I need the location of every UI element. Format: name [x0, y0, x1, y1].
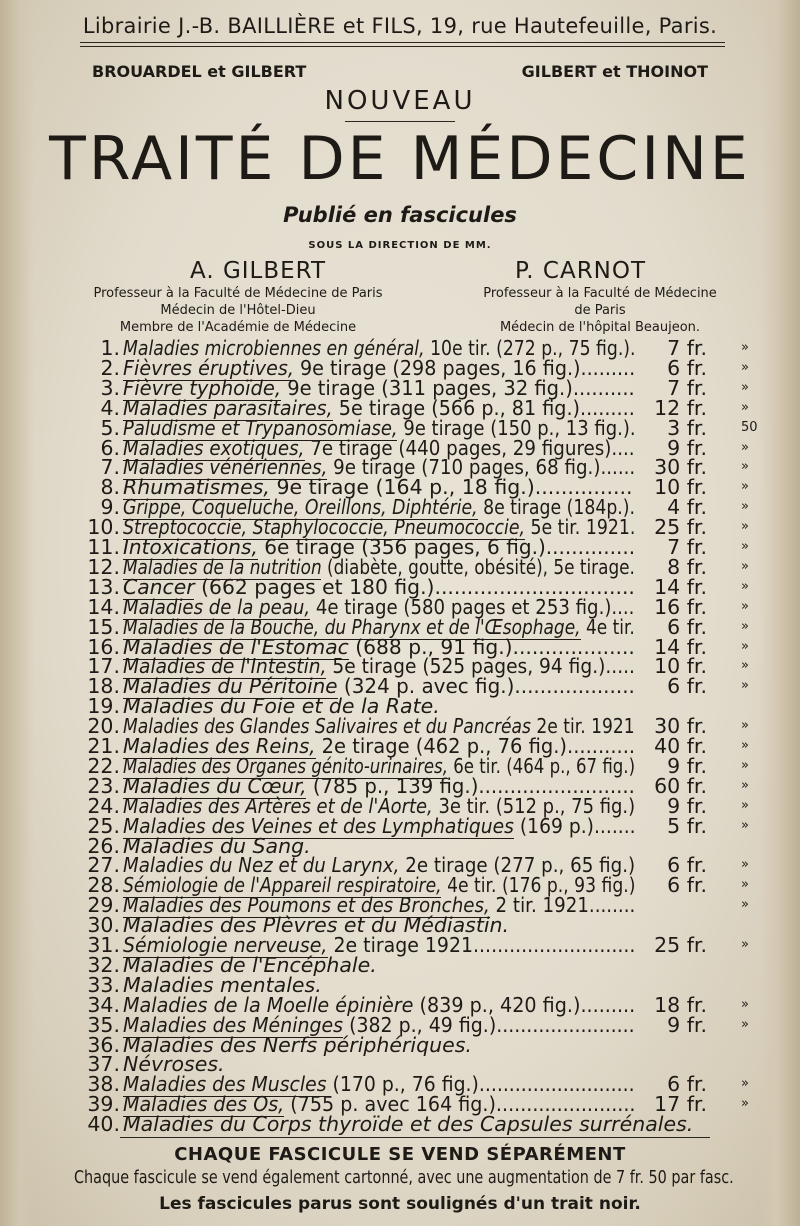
- fascicle-title: Maladies du Corps thyroïde et des Capsules surrénales.: [123, 1112, 694, 1137]
- fascicle-title: Fièvre typhoïde,: [123, 375, 282, 400]
- footer-rule: [120, 1137, 710, 1138]
- fascicle-price-cents: »: [741, 340, 749, 355]
- fascicle-number: 19.: [87, 694, 120, 719]
- fascicle-text: [123, 1110, 693, 1138]
- fascicle-number: 32.: [87, 952, 120, 977]
- fascicle-title: Sémiologie nerveuse,: [123, 933, 328, 957]
- fascicle-price-cents: »: [741, 757, 749, 773]
- fascicle-price: 12 fr.: [654, 395, 707, 420]
- nouveau-label: NOUVEAU: [324, 86, 476, 116]
- fascicle-number: 27.: [87, 853, 120, 878]
- fascicle-title: Maladies des Organes génito-urinaires,: [123, 753, 448, 778]
- fascicle-number: 33.: [87, 972, 120, 997]
- fascicle-number: 1.: [100, 336, 120, 360]
- fascicle-price-cents: »: [741, 897, 749, 913]
- fascicle-title: Maladies de la Moelle épinière: [123, 992, 414, 1017]
- fascicle-price-cents: »: [741, 479, 749, 495]
- director-credentials-carnot: [470, 285, 730, 336]
- fascicle-number: 35.: [87, 1012, 120, 1037]
- gilbert-line-1: Professeur à la Faculté de Médecine de Paris: [93, 286, 383, 301]
- fascicle-number: 7.: [100, 455, 120, 480]
- fascicle-details: 10e tir. (272 p., 75 fig.).: [424, 336, 636, 360]
- fascicle-price-cents: »: [741, 519, 749, 535]
- fascicle-title: Fièvres éruptives,: [123, 355, 294, 380]
- fascicle-price: 6 fr.: [667, 674, 707, 699]
- fascicle-price: 4 fr.: [667, 495, 707, 520]
- fascicle-number: 25.: [87, 813, 120, 838]
- fascicle-title: Maladies des Artères et de l'Aorte,: [123, 793, 433, 818]
- fascicle-title: Maladies du Sang.: [123, 833, 311, 858]
- fascicle-number: 13.: [87, 574, 120, 599]
- fascicle-price: 9 fr.: [667, 753, 707, 778]
- fascicle-title: Maladies mentales.: [123, 972, 322, 997]
- fascicle-price-cents: »: [741, 539, 749, 554]
- fascicle-number: 8.: [100, 475, 120, 500]
- header-rule-top: [80, 42, 725, 43]
- fascicle-price-cents: »: [741, 439, 749, 455]
- fascicle-price: 25 fr.: [654, 515, 707, 540]
- fascicle-details: 2e tirage (462 p., 76 fig.)...........: [315, 734, 636, 758]
- fascicle-price-cents: »: [741, 817, 749, 833]
- fascicle-price-cents: »: [741, 1096, 749, 1112]
- fascicle-title: Maladies des Muscles: [123, 1072, 327, 1097]
- direction-label: SOUS LA DIRECTION DE MM.: [308, 240, 492, 251]
- fascicle-number: 36.: [87, 1032, 120, 1057]
- fascicle-price-cents: »: [741, 1076, 749, 1092]
- fascicle-title: Névroses.: [123, 1052, 225, 1077]
- fascicle-price-cents: »: [741, 359, 749, 375]
- fascicle-number: 4.: [100, 395, 120, 420]
- fascicle-price-cents: »: [741, 399, 749, 415]
- fascicle-price: 9 fr.: [667, 435, 707, 460]
- fascicle-price: 40 fr.: [654, 734, 707, 758]
- fascicle-number: 11.: [87, 535, 120, 559]
- fascicle-price-cents: »: [741, 598, 749, 614]
- fascicle-details: 9e tirage (164 p., 18 fig.)...............: [269, 475, 633, 500]
- fascicle-price: 30 fr.: [654, 714, 707, 739]
- fascicle-title: Maladies des Plèvres et du Médiastin.: [123, 913, 510, 938]
- fascicle-details: 6e tirage (356 pages, 6 fig.)..............: [257, 535, 636, 559]
- publisher-line: Librairie J.-B. BAILLIÈRE et FILS, 19, rue Hautefeuille, Paris.: [82, 14, 718, 38]
- fascicle-number: 26.: [87, 833, 120, 858]
- fascicle-number: 28.: [87, 873, 120, 898]
- fascicle-title: Maladies du Nez et du Larynx,: [123, 853, 400, 878]
- fascicle-number: 10.: [87, 515, 120, 540]
- fascicle-price: 6 fr.: [667, 873, 707, 898]
- fascicle-price: 25 fr.: [654, 933, 707, 957]
- fascicle-number: 24.: [87, 793, 120, 818]
- fascicle-details: 5e tirage (566 p., 81 fig.).........: [332, 395, 635, 420]
- fascicle-number: 23.: [87, 773, 120, 798]
- fascicle-title: Maladies de l'Estomac: [123, 634, 349, 659]
- fascicle-number: 3.: [100, 375, 120, 400]
- fascicle-title: Maladies des Os,: [123, 1092, 285, 1117]
- fascicle-number: 21.: [87, 734, 120, 758]
- fascicle-price-cents: »: [741, 558, 749, 574]
- fascicle-details: 9e tirage (710 pages, 68 fig.)......: [327, 455, 636, 480]
- fascicle-title: Maladies de l'Intestin,: [123, 654, 327, 679]
- footer-cartonne-note: Chaque fascicule se vend également cartonné, avec une augmentation de 7 fr. 50 par fasc.: [74, 1167, 734, 1188]
- fascicle-number: 6.: [100, 435, 120, 460]
- fascicle-price-cents: »: [741, 877, 749, 893]
- header-rule-bottom: [80, 46, 725, 47]
- fascicle-number: 39.: [87, 1092, 120, 1117]
- fascicle-title: Maladies des Poumons et des Bronches,: [123, 893, 490, 918]
- fascicle-number: 38.: [87, 1072, 120, 1097]
- fascicle-title: Maladies vénériennes,: [123, 455, 328, 480]
- fascicle-price: 8 fr.: [667, 554, 707, 579]
- fascicle-price-cents: 50: [741, 419, 758, 435]
- fascicle-details: 2e tirage 1921...........................: [327, 933, 636, 957]
- fascicle-price: 6 fr.: [667, 355, 707, 380]
- main-title: TRAITÉ DE MÉDECINE: [49, 124, 751, 194]
- fascicle-title: Maladies de la nutrition: [123, 554, 322, 579]
- fascicle-title: Maladies de la peau,: [123, 594, 311, 619]
- fascicle-details: 4e tirage (580 pages et 253 fig.)....: [310, 594, 635, 619]
- fascicle-number: 20.: [87, 714, 120, 739]
- fascicle-number: 9.: [100, 495, 120, 520]
- fascicle-title: Maladies du Foie et de la Rate.: [123, 694, 440, 719]
- fascicle-price-cents: »: [741, 777, 749, 793]
- fascicle-details: (382 p., 49 fig.).......................: [343, 1012, 635, 1037]
- subtitle: Publié en fascicules: [283, 203, 517, 227]
- fascicle-title: Maladies de l'Encéphale.: [123, 952, 377, 977]
- fascicle-number: 17.: [87, 654, 120, 679]
- gilbert-line-3: Membre de l'Académie de Médecine: [119, 320, 357, 335]
- fascicle-price-cents: »: [741, 937, 749, 952]
- fascicle-price-cents: »: [741, 857, 749, 873]
- fascicle-details: 9e tirage (298 pages, 16 fig.).........: [293, 355, 636, 380]
- fascicle-title: Maladies du Péritoine: [123, 674, 338, 699]
- fascicle-number: 14.: [87, 594, 120, 619]
- fascicle-price-cents: »: [741, 499, 749, 515]
- fascicle-number: 16.: [87, 634, 120, 659]
- fascicle-details: 2e tir. 1921: [530, 714, 635, 739]
- fascicle-details: 8e tirage (184p.).: [477, 495, 636, 520]
- fascicle-price: 9 fr.: [667, 1012, 707, 1037]
- fascicle-title: Paludisme et Trypanosomiase,: [123, 415, 398, 440]
- fascicle-number: 22.: [87, 753, 120, 778]
- fascicle-details: (169 p.).......: [513, 813, 636, 838]
- fascicle-price: 30 fr.: [654, 455, 707, 480]
- fascicle-price-cents: »: [741, 797, 749, 813]
- carnot-line-1: Professeur à la Faculté de Médecine: [483, 286, 717, 301]
- fascicle-details: (324 p. avec fig.)...................: [337, 674, 635, 699]
- fascicle-price-cents: »: [741, 459, 749, 475]
- fascicle-number: 30.: [87, 913, 120, 938]
- fascicle-title: Rhumatismes,: [123, 475, 270, 500]
- fascicle-title: Intoxications,: [123, 535, 258, 559]
- fascicle-details: (662 pages et 180 fig.)...............................: [194, 574, 635, 599]
- fascicle-details: 4e tir.: [580, 614, 635, 639]
- fascicle-price: 6 fr.: [667, 614, 707, 639]
- footer-underline-note: Les fascicules parus sont soulignés d'un trait noir.: [159, 1194, 641, 1214]
- gilbert-line-2: Médecin de l'Hôtel-Dieu: [160, 303, 316, 318]
- director-name-gilbert: A. GILBERT: [190, 258, 327, 284]
- fascicle-price-cents: »: [741, 578, 749, 594]
- fascicle-title: Maladies des Méninges: [123, 1012, 344, 1037]
- fascicle-title: Maladies microbiennes en général,: [123, 336, 425, 360]
- fascicle-price-cents: »: [741, 618, 749, 634]
- fascicle-price-cents: »: [741, 1016, 749, 1032]
- nouveau-rule: [345, 121, 455, 122]
- fascicle-title: Maladies parasitaires,: [123, 395, 333, 420]
- fascicle-price: 7 fr.: [667, 535, 707, 559]
- fascicle-title: Sémiologie de l'Appareil respiratoire,: [123, 873, 442, 898]
- fascicle-details: 4e tir. (176 p., 93 fig.): [441, 873, 636, 898]
- fascicle-price: 7 fr.: [667, 336, 707, 360]
- fascicle-details: 3e tir. (512 p., 75 fig.): [432, 793, 636, 818]
- fascicle-price-cents: »: [741, 738, 749, 753]
- fascicle-price: 6 fr.: [667, 1072, 707, 1097]
- fascicle-details: (755 p. avec 164 fig.).......................: [284, 1092, 636, 1117]
- fascicle-price: 7 fr.: [667, 375, 707, 400]
- fascicle-price: 18 fr.: [654, 992, 707, 1017]
- fascicle-price: 10 fr.: [654, 654, 707, 679]
- fascicle-number: 5.: [100, 415, 120, 440]
- fascicle-title: Maladies des Glandes Salivaires et du Pancréas: [123, 714, 531, 739]
- fascicle-title: Grippe, Coqueluche, Oreillons, Diphtérie,: [123, 495, 478, 520]
- fascicle-details: 6e tir. (464 p., 67 fig.): [447, 753, 636, 778]
- fascicle-number: 2.: [100, 355, 120, 380]
- fascicle-title: Cancer: [123, 574, 195, 599]
- fascicle-details: 9e tirage (311 pages, 32 fig.)..........: [281, 375, 635, 400]
- fascicle-details: 5e tir. 1921.: [524, 515, 636, 540]
- fascicle-price-cents: »: [741, 379, 749, 395]
- fascicle-number: 12.: [87, 554, 120, 579]
- fascicle-details: 5e tirage (525 pages, 94 fig.).....: [326, 654, 635, 679]
- footer-notice: CHAQUE FASCICULE SE VEND SÉPARÉMENT: [174, 1144, 626, 1165]
- fascicle-row: [0, 1110, 800, 1138]
- fascicle-price: 17 fr.: [654, 1092, 707, 1117]
- fascicle-number: 34.: [87, 992, 120, 1017]
- fascicle-price: 6 fr.: [667, 853, 707, 878]
- fascicle-details: (170 p., 76 fig.)..........................: [326, 1072, 635, 1097]
- fascicle-price: 10 fr.: [654, 475, 707, 500]
- fascicle-price-cents: »: [741, 638, 749, 654]
- fascicle-price: 3 fr.: [667, 415, 707, 440]
- carnot-line-3: Médecin de l'hôpital Beaujeon.: [499, 320, 701, 335]
- fascicle-details: (785 p., 139 fig.).........................: [306, 773, 635, 798]
- fascicle-price: 16 fr.: [654, 594, 707, 619]
- fascicle-price-cents: »: [741, 658, 749, 674]
- director-credentials-gilbert: [78, 285, 398, 336]
- authors-left: BROUARDEL et GILBERT: [92, 62, 307, 81]
- fascicle-number: 15.: [87, 614, 120, 639]
- fascicle-number: 31.: [87, 933, 120, 957]
- fascicle-price: 5 fr.: [667, 813, 707, 838]
- fascicle-title: Maladies exotiques,: [123, 435, 305, 460]
- fascicle-price: 14 fr.: [654, 574, 707, 599]
- fascicle-price: 60 fr.: [654, 773, 707, 798]
- fascicle-number: 18.: [87, 674, 120, 699]
- fascicle-title: Maladies des Reins,: [123, 734, 316, 758]
- fascicle-details: 2e tirage (277 p., 65 fig.): [399, 853, 636, 878]
- fascicle-title: Streptococcie, Staphylococcie, Pneumococcie,: [123, 515, 525, 540]
- fascicle-details: 2 tir. 1921........: [489, 893, 636, 918]
- fascicle-price: 9 fr.: [667, 793, 707, 818]
- fascicle-price-cents: »: [741, 678, 749, 694]
- fascicle-price-cents: »: [741, 996, 749, 1012]
- fascicle-details: 9e tirage (150 p., 13 fig.).: [397, 415, 636, 440]
- fascicle-details: (839 p., 420 fig.).........: [413, 992, 636, 1017]
- fascicle-price-cents: »: [741, 718, 749, 734]
- fascicle-number: 37.: [87, 1052, 120, 1077]
- fascicle-title: Maladies des Nerfs périphériques.: [123, 1032, 472, 1057]
- carnot-line-2: de Paris: [574, 303, 626, 318]
- fascicle-details: (diabète, goutte, obésité), 5e tirage.: [321, 554, 635, 579]
- fascicle-title: Maladies de la Bouche, du Pharynx et de l'Œsophage,: [123, 614, 581, 639]
- director-name-carnot: P. CARNOT: [515, 258, 647, 284]
- fascicle-details: (688 p., 91 fig.)...................: [348, 634, 635, 659]
- fascicle-number: 40.: [87, 1112, 120, 1137]
- fascicle-title: Maladies du Cœur,: [123, 773, 307, 798]
- fascicle-price: 14 fr.: [654, 634, 707, 659]
- authors-right: GILBERT et THOINOT: [521, 62, 708, 81]
- fascicle-title: Maladies des Veines et des Lymphatiques: [123, 813, 514, 838]
- fascicle-details: 7e tirage (440 pages, 29 figures)....: [304, 435, 635, 460]
- fascicle-number: 29.: [87, 893, 120, 918]
